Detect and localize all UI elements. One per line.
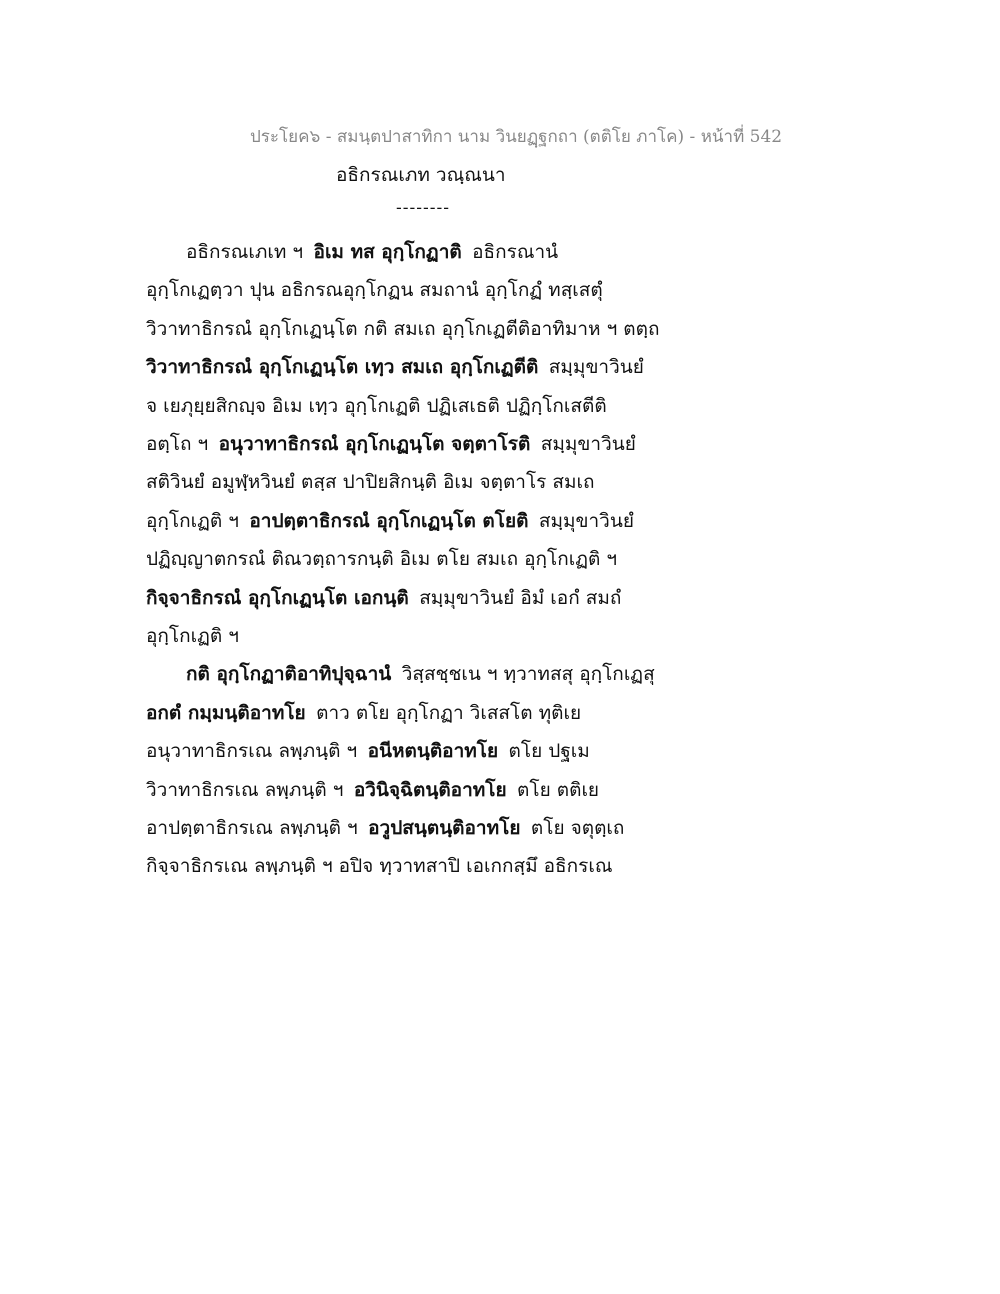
text-line [146, 349, 644, 385]
text-segment: ตาว ตโย อุกฺโกฏา วิเสสโต ทุติเย [316, 701, 582, 724]
text-segment: กิจฺจาธิกรเณ ลพฺภนฺติ ฯ อปิจ ทฺวาทสาปิ เอเกกสฺมึ อธิกรเณ [146, 855, 613, 878]
text-line [146, 618, 239, 654]
text-segment: อุกฺโกเฏตฺวา ปุน อธิกรณอุกฺโกฏน สมถานํ อุกฺโกฏํ ทสฺเสตุํ [146, 279, 603, 302]
text-segment: ตโย ปฐเม [508, 740, 590, 763]
text-line [186, 234, 558, 270]
text-segment: ตโย ตติเย [517, 778, 600, 801]
text-segment: สมฺมุขาวินยํ [538, 509, 634, 532]
text-segment: สมฺมุขาวินยํ อิมํ เอกํ สมถํ [419, 586, 622, 609]
text-segment: วิวาทาธิกรเณ ลพฺภนฺติ ฯ [146, 778, 344, 801]
text-line [146, 733, 590, 769]
text-line [146, 541, 617, 577]
bold-term: อวินิจฺฉิตนฺติอาทโย [353, 778, 507, 801]
running-header: ประโยค๖ - สมนฺตปาสาทิกา นาม วินยฏฺฐกถา (ตติโย ภาโค) - หน้าที่ 542 [250, 127, 783, 147]
text-segment: สมฺมุขาวินยํ [548, 356, 644, 379]
bold-term: อาปตฺตาธิกรณํ อุกฺโกเฏนฺโต ตโยติ [249, 509, 529, 532]
separator: -------- [396, 198, 450, 218]
text-segment: สมฺมุขาวินยํ [540, 433, 636, 455]
text-segment: อนุวาทาธิกรเณ ลพฺภนฺติ ฯ [146, 740, 358, 763]
text-segment: อุกฺโกเฏติ ฯ [146, 625, 239, 647]
bold-term: อิเม ทส อุกฺโกฏาติ [313, 241, 462, 263]
text-segment: ตโย จตุตฺเถ [530, 817, 625, 839]
text-segment: สติวินยํ อมูฬฺหวินยํ ตสฺส ปาปิยสิกนฺติ อิเม จตฺตาโร สมเถ [146, 471, 595, 494]
bold-term: กิจฺจาธิกรณํ อุกฺโกเฏนฺโต เอกนฺติ [146, 586, 409, 609]
text-line [146, 272, 603, 308]
section-title: อธิกรณเภท วณฺณนา [336, 164, 506, 186]
text-line [146, 464, 595, 500]
text-line [146, 810, 624, 846]
text-segment: อธิกรณานํ [472, 241, 559, 263]
bold-term: อวูปสนฺตนฺติอาทโย [368, 817, 521, 839]
bold-term: วิวาทาธิกรณํ อุกฺโกเฏนฺโต เทฺว สมเถ อุกฺโกเฏตีติ [146, 356, 539, 379]
text-line [146, 311, 659, 347]
text-segment: อตฺโถ ฯ [146, 433, 209, 455]
text-line [146, 503, 634, 539]
text-segment: ปฏิญฺญาตกรณํ ติณวตฺถารกนฺติ อิเม ตโย สมเถ อุกฺโกเฏติ ฯ [146, 548, 618, 571]
text-line [146, 580, 621, 616]
text-line [146, 388, 607, 424]
text-segment: อธิกรณเภเท ฯ [186, 241, 304, 263]
text-line [146, 426, 636, 462]
text-line [186, 656, 655, 692]
text-segment: จ เยภุยฺยสิกญฺจ อิเม เทฺว อุกฺโกเฏติ ปฏิเสเธติ ปฏิกฺโกเสตีติ [146, 394, 607, 417]
bold-term: อกตํ กมฺมนฺติอาทโย [146, 701, 306, 724]
bold-term: กติ อุกฺโกฏาติอาทิปุจฺฉานํ [186, 663, 392, 686]
text-line [146, 695, 581, 731]
bold-term: อนีหตนฺติอาทโย [367, 740, 499, 763]
text-segment: วิสฺสชฺชเน ฯ ทฺวาทสสุ อุกฺโกเฏสุ [401, 663, 655, 686]
text-line [146, 848, 612, 884]
text-line [146, 772, 599, 808]
text-segment: อาปตฺตาธิกรเณ ลพฺภนฺติ ฯ [146, 817, 358, 839]
bold-term: อนุวาทาธิกรณํ อุกฺโกเฏนฺโต จตฺตาโรติ [218, 433, 531, 455]
text-segment: วิวาทาธิกรณํ อุกฺโกเฏนฺโต กติ สมเถ อุกฺโกเฏตีติอาทิมาห ฯ ตตฺถ [146, 317, 660, 340]
text-segment: อุกฺโกเฏติ ฯ [146, 509, 239, 532]
